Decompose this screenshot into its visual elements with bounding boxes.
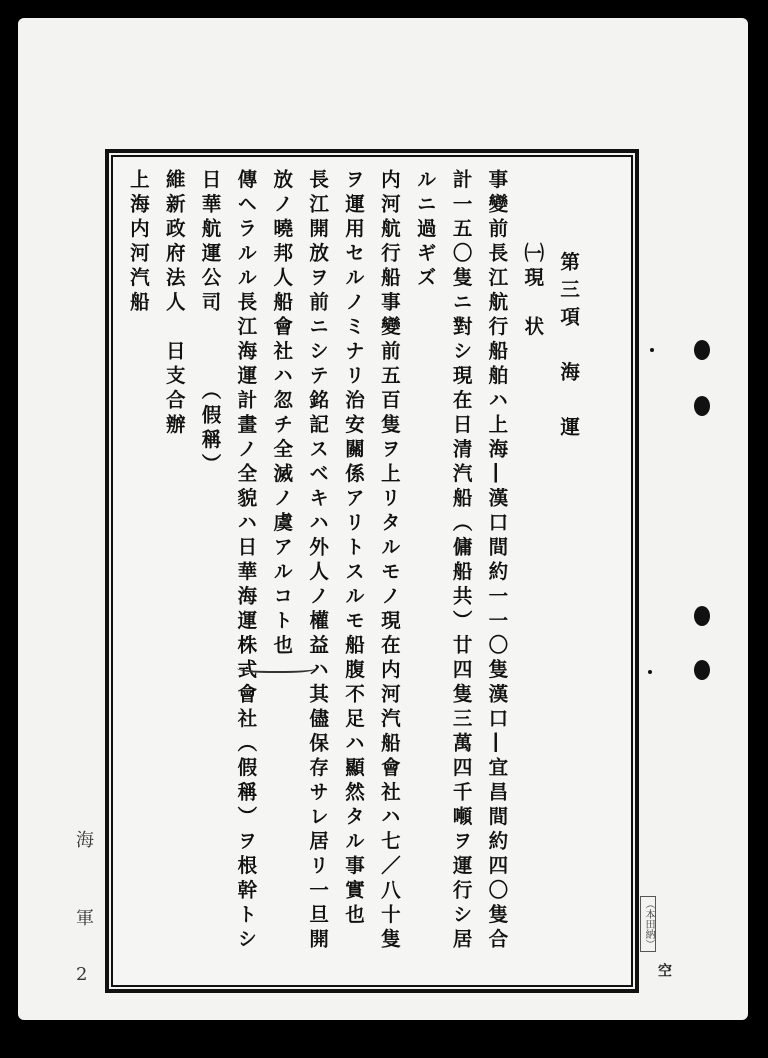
binding-hole-mark xyxy=(694,606,710,626)
text-column-11: 傳ヘラルル長江海運計畫ノ全貌ハ日華海運株式會社（假稱）ヲ根幹トシ xyxy=(234,169,258,953)
text-column-2: 第三項 海 運 xyxy=(557,169,581,444)
text-column-5: 計一五〇隻ニ對シ現在日清汽船（傭船共）廿四隻三萬四千噸ヲ運行シ居 xyxy=(449,169,473,953)
document-page xyxy=(18,18,748,1020)
margin-label-top: 海 xyxy=(76,830,94,851)
handwritten-underline xyxy=(237,661,317,673)
text-frame xyxy=(105,149,639,993)
text-column-7: 内河航行船事變前五百隻ヲ上リタルモノ現在内河汽船會社ハ七／八十隻 xyxy=(377,169,401,953)
text-column-1 xyxy=(587,169,623,977)
text-column-4: 事變前長江航行船舶ハ上海―漢口間約一一〇隻漢口―宜昌間約四〇隻合 xyxy=(485,169,509,953)
vertical-text-columns xyxy=(121,169,623,977)
text-column-10: 放ノ曉邦人船會社ハ忽チ全滅ノ虞アルコト也 xyxy=(270,169,294,659)
text-column-9: 長江開放ヲ前ニシテ銘記スベキハ外人ノ權益ハ其儘保存サレ居リ一旦開 xyxy=(306,169,330,953)
text-column-14: 上海内河汽船 xyxy=(126,169,150,316)
margin-mark-right: 空 xyxy=(656,963,672,977)
text-column-13: 維新政府法人 日支合辦 xyxy=(162,169,186,439)
text-column-8: ヲ運用セルノミナリ治安關係アリトスルモ船腹不足ハ顯然タル事實也 xyxy=(341,169,365,929)
archive-stamp: （本田納） xyxy=(640,896,656,952)
page-number: 2 xyxy=(76,964,88,985)
binding-hole-mark xyxy=(694,660,710,680)
text-column-6: ルニ過ギズ xyxy=(413,169,437,292)
speck-mark xyxy=(650,348,654,352)
text-column-3: ㈠現 状 xyxy=(521,169,545,341)
speck-mark xyxy=(648,670,652,674)
margin-label-middle: 軍 xyxy=(76,908,94,929)
binding-hole-mark xyxy=(694,396,710,416)
text-column-12: 日華航運公司 （假稱） xyxy=(198,169,222,478)
binding-hole-mark xyxy=(694,340,710,360)
